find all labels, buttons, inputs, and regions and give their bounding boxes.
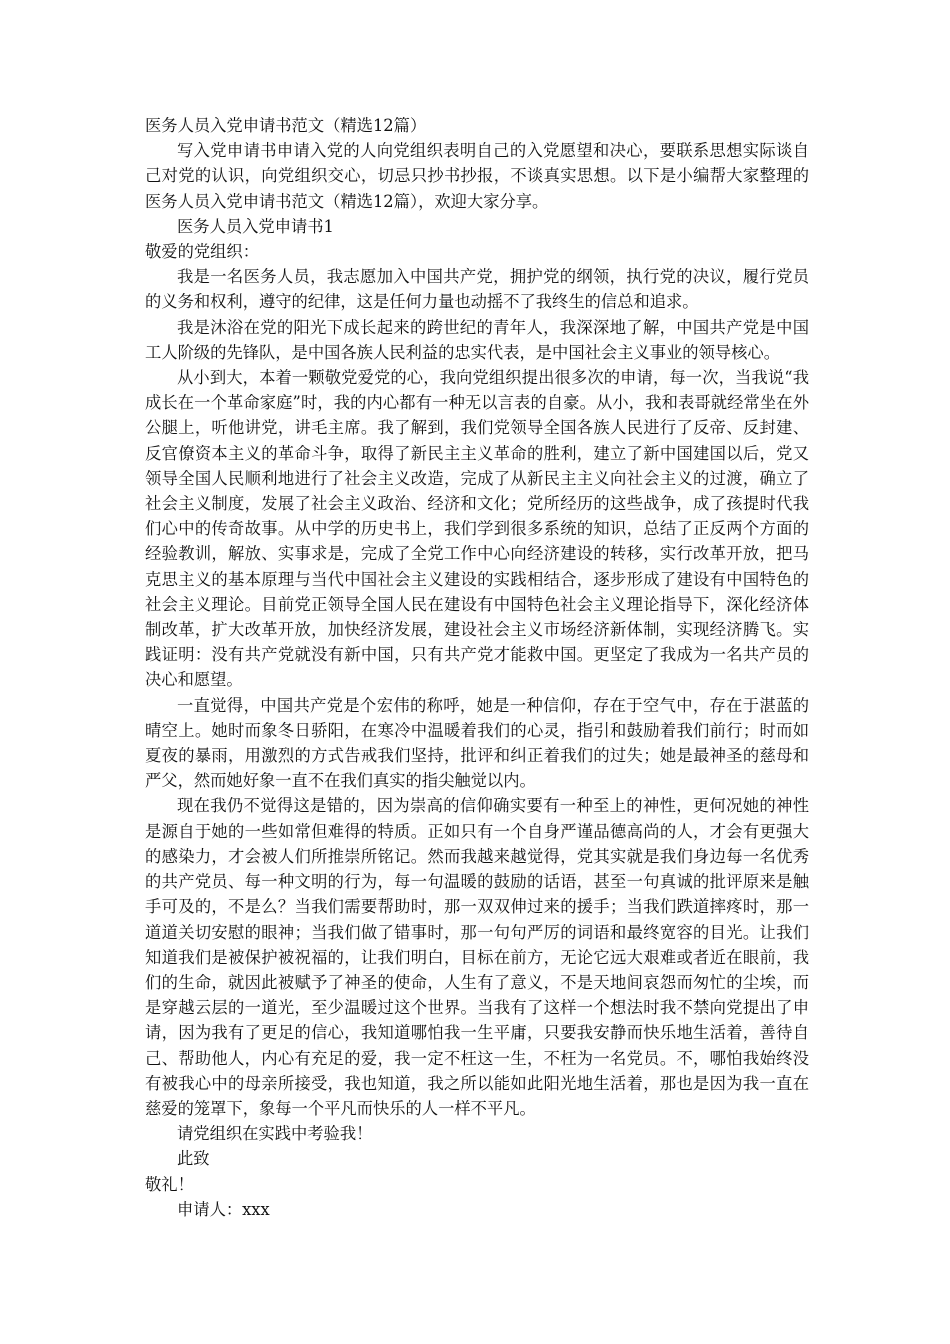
body-paragraph: 现在我仍不觉得这是错的，因为崇高的信仰确实要有一种至上的神性，更何况她的神性是源自于她的一些如常但难得的特质。正如只有一个自身严谨品德高尚的人，才会有更强大的感染力，才会被人们所推崇所铭记。然而我越来越觉得，党其实就是我们身边每一名优秀的共产党员、每一种文明的行为，每一句温暖的鼓励的话语，甚至一句真诚的批评原来是触手可及的，不是么？当我们需要帮助时，那一双双伸过来的援手；当我们跌道摔疼时，那一道道关切安慰的眼神；当我们做了错事时，那一句句严厉的词语和最终宽容的目光。让我们知道我们是被保护被祝福的，让我们明白，目标在前方，无论它远大艰难或者近在眼前，我们的生命，就因此被赋予了神圣的使命，人生有了意义，不是天地间哀怨而匆忙的尘埃，而是穿越云层的一道光，至少温暖过这个世界。当我有了这样一个想法时我不禁向党提出了申请，因为我有了更足的信心，我知道哪怕我一生平庸，只要我安静而快乐地生活着，善待自己、帮助他人，内心有充足的爱，我一定不枉这一生，不枉为一名党员。不，哪怕我始终没有被我心中的母亲所接受，我也知道，我之所以能如此阳光地生活着，那也是因为我一直在慈爱的笼罩下，象每一个平凡而快乐的人一样不平凡。 — [145, 796, 809, 1118]
section-title: 医务人员入党申请书1 — [177, 216, 334, 236]
body-paragraph: 我是一名医务人员，我志愿加入中国共产党，拥护党的纲领，执行党的决议，履行党员的义务和权利，遵守的纪律，这是任何力量也动摇不了我终生的信总和追求。 — [145, 267, 809, 312]
body-paragraph: 请党组织在实践中考验我！ — [177, 1124, 373, 1144]
body-paragraph: 我是沐浴在党的阳光下成长起来的跨世纪的青年人，我深深地了解，中国共产党是中国工人阶级的先锋队，是中国各族人民利益的忠实代表，是中国社会主义事业的领导核心。 — [145, 317, 809, 362]
body-paragraph: 从小到大，本着一颗敬党爱党的心，我向党组织提出很多次的申请，每一次，当我说“我成长在一个革命家庭”时，我的内心都有一种无以言表的自豪。从小，我和表哥就经常坐在外公腿上，听他讲党，讲毛主席。我了解到，我们党领导全国各族人民进行了反帝、反封建、反官僚资本主义的革命斗争，取得了新民主主义革命的胜利，建立了新中国建国以后，党又领导全国人民顺利地进行了社会主义改造，完成了从新民主主义向社会主义的过渡，确立了社会主义制度，发展了社会主义政治、经济和文化；党所经历的这些战争，成了孩提时代我们心中的传奇故事。从中学的历史书上，我们学到很多系统的知识，总结了正反两个方面的经验教训，解放、实事求是，完成了全党工作中心向经济建设的转移，实行改革开放，把马克思主义的基本原理与当代中国社会主义建设的实践相结合，逐步形成了建设有中国特色的社会主义理论。目前党正领导全国人民在建设有中国特色社会主义理论指导下，深化经济体制改革，扩大改革开放，加快经济发展，建设社会主义市场经济新体制，实现经济腾飞。实践证明：没有共产党就没有新中国，只有共产党才能救中国。更坚定了我成为一名共产员的决心和愿望。 — [145, 368, 809, 690]
body-paragraph: 一直觉得，中国共产党是个宏伟的称呼，她是一种信仰，存在于空气中，存在于湛蓝的晴空上。她时而象冬日骄阳，在寒冷中温暖着我们的心灵，指引和鼓励着我们前行；时而如夏夜的暴雨，用激烈的方式告戒我们坚持，批评和纠正着我们的过失；她是最神圣的慈母和严父，然而她好象一直不在我们真实的指尖触觉以内。 — [145, 695, 809, 791]
document-title: 医务人员入党申请书范文（精选12篇） — [145, 116, 427, 135]
intro-paragraph: 写入党申请书申请入党的人向党组织表明自己的入党愿望和决心，要联系思想实际谈自己对党的认识，向党组织交心，切忌只抄书抄报，不谈真实思想。以下是小编帮大家整理的医务人员入党申请书范文（精选12篇），欢迎大家分享。 — [145, 141, 809, 211]
salutation: 敬爱的党组织： — [145, 242, 259, 262]
applicant-signature: 申请人：xxx — [177, 1199, 270, 1219]
closing-phrase: 此致 — [177, 1149, 210, 1169]
document-page — [145, 113, 809, 1222]
regards-phrase: 敬礼！ — [145, 1174, 194, 1194]
